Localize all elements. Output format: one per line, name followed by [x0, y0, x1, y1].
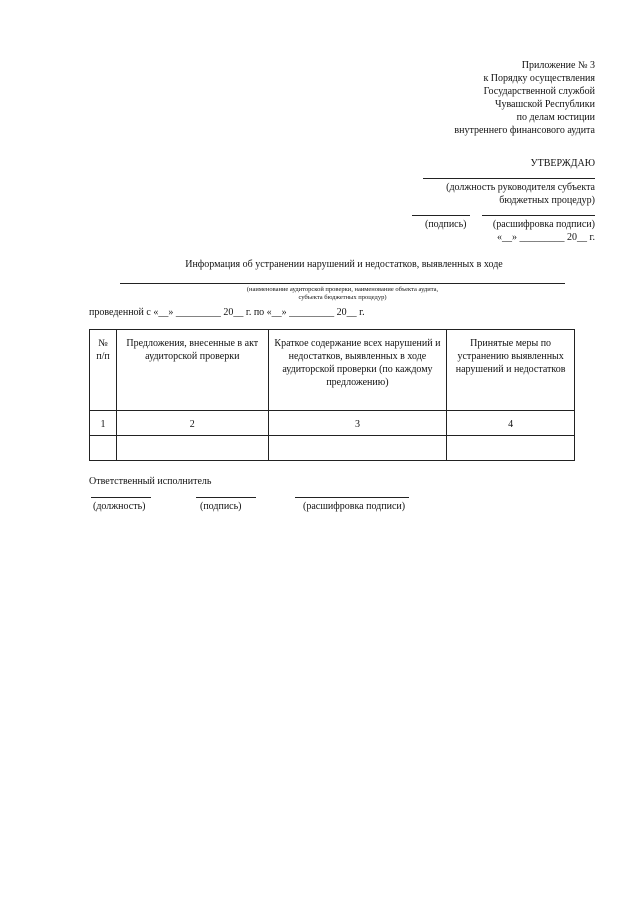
responsible-position-caption: (должность): [93, 501, 146, 512]
approve-decoding-caption: (расшифровка подписи): [492, 219, 595, 230]
caption-line: (наименование аудиторской проверки, наименование объекта аудита,: [246, 286, 439, 293]
responsible-label: Ответственный исполнитель: [89, 476, 212, 487]
approve-signature-caption: (подпись): [425, 219, 467, 230]
header-line: к Порядку осуществления: [483, 73, 595, 84]
header-block: [345, 59, 595, 137]
caption-line: бюджетных процедур): [499, 195, 595, 206]
header-line: внутреннего финансового аудита: [454, 125, 595, 136]
header-line: по делам юстиции: [516, 112, 595, 123]
table-number-row: [90, 411, 575, 436]
table-header-row: [90, 330, 575, 411]
approve-position-caption: [395, 181, 595, 207]
approve-title: УТВЕРЖДАЮ: [530, 158, 595, 169]
object-caption: [150, 286, 535, 302]
header-cell-number: № п/п: [90, 330, 117, 411]
number-cell: 4: [447, 411, 575, 436]
approve-date-line: «__» _________ 20__ г.: [497, 232, 595, 243]
responsible-signature-line: [196, 497, 256, 498]
header-line: Государственной службой: [483, 86, 595, 97]
header-cell-proposals: Предложения, внесенные в акт аудиторской проверки: [116, 330, 268, 411]
responsible-signature-caption: (подпись): [200, 501, 242, 512]
empty-cell[interactable]: [90, 436, 117, 461]
position-line: [423, 178, 595, 179]
object-line: [120, 283, 565, 284]
empty-cell[interactable]: [116, 436, 268, 461]
table-row: [90, 436, 575, 461]
responsible-decoding-line: [295, 497, 409, 498]
caption-line: (должность руководителя субъекта: [446, 182, 595, 193]
number-cell: 1: [90, 411, 117, 436]
header-line: Чувашской Республики: [494, 99, 595, 110]
header-cell-measures: Принятые меры по устранению выявленных нарушений и недостатков: [447, 330, 575, 411]
document-title: Информация об устранении нарушений и недостатков, выявленных в ходе: [185, 259, 503, 270]
responsible-decoding-caption: (расшифровка подписи): [303, 501, 406, 512]
number-cell: 2: [116, 411, 268, 436]
decoding-line: [482, 215, 595, 216]
period-line: проведенной с «__» _________ 20__ г. по «__» _________ 20__ г.: [89, 307, 365, 318]
responsible-position-line: [91, 497, 151, 498]
header-cell-violations: Краткое содержание всех нарушений и недостатков, выявленных в ходе аудиторской проверки (по каждому предложению): [268, 330, 447, 411]
number-cell: 3: [268, 411, 447, 436]
header-line: Приложение № 3: [521, 60, 595, 71]
empty-cell[interactable]: [268, 436, 447, 461]
violations-table: [89, 329, 575, 461]
caption-line: субъекта бюджетных процедур): [298, 294, 387, 301]
signature-line: [412, 215, 470, 216]
empty-cell[interactable]: [447, 436, 575, 461]
